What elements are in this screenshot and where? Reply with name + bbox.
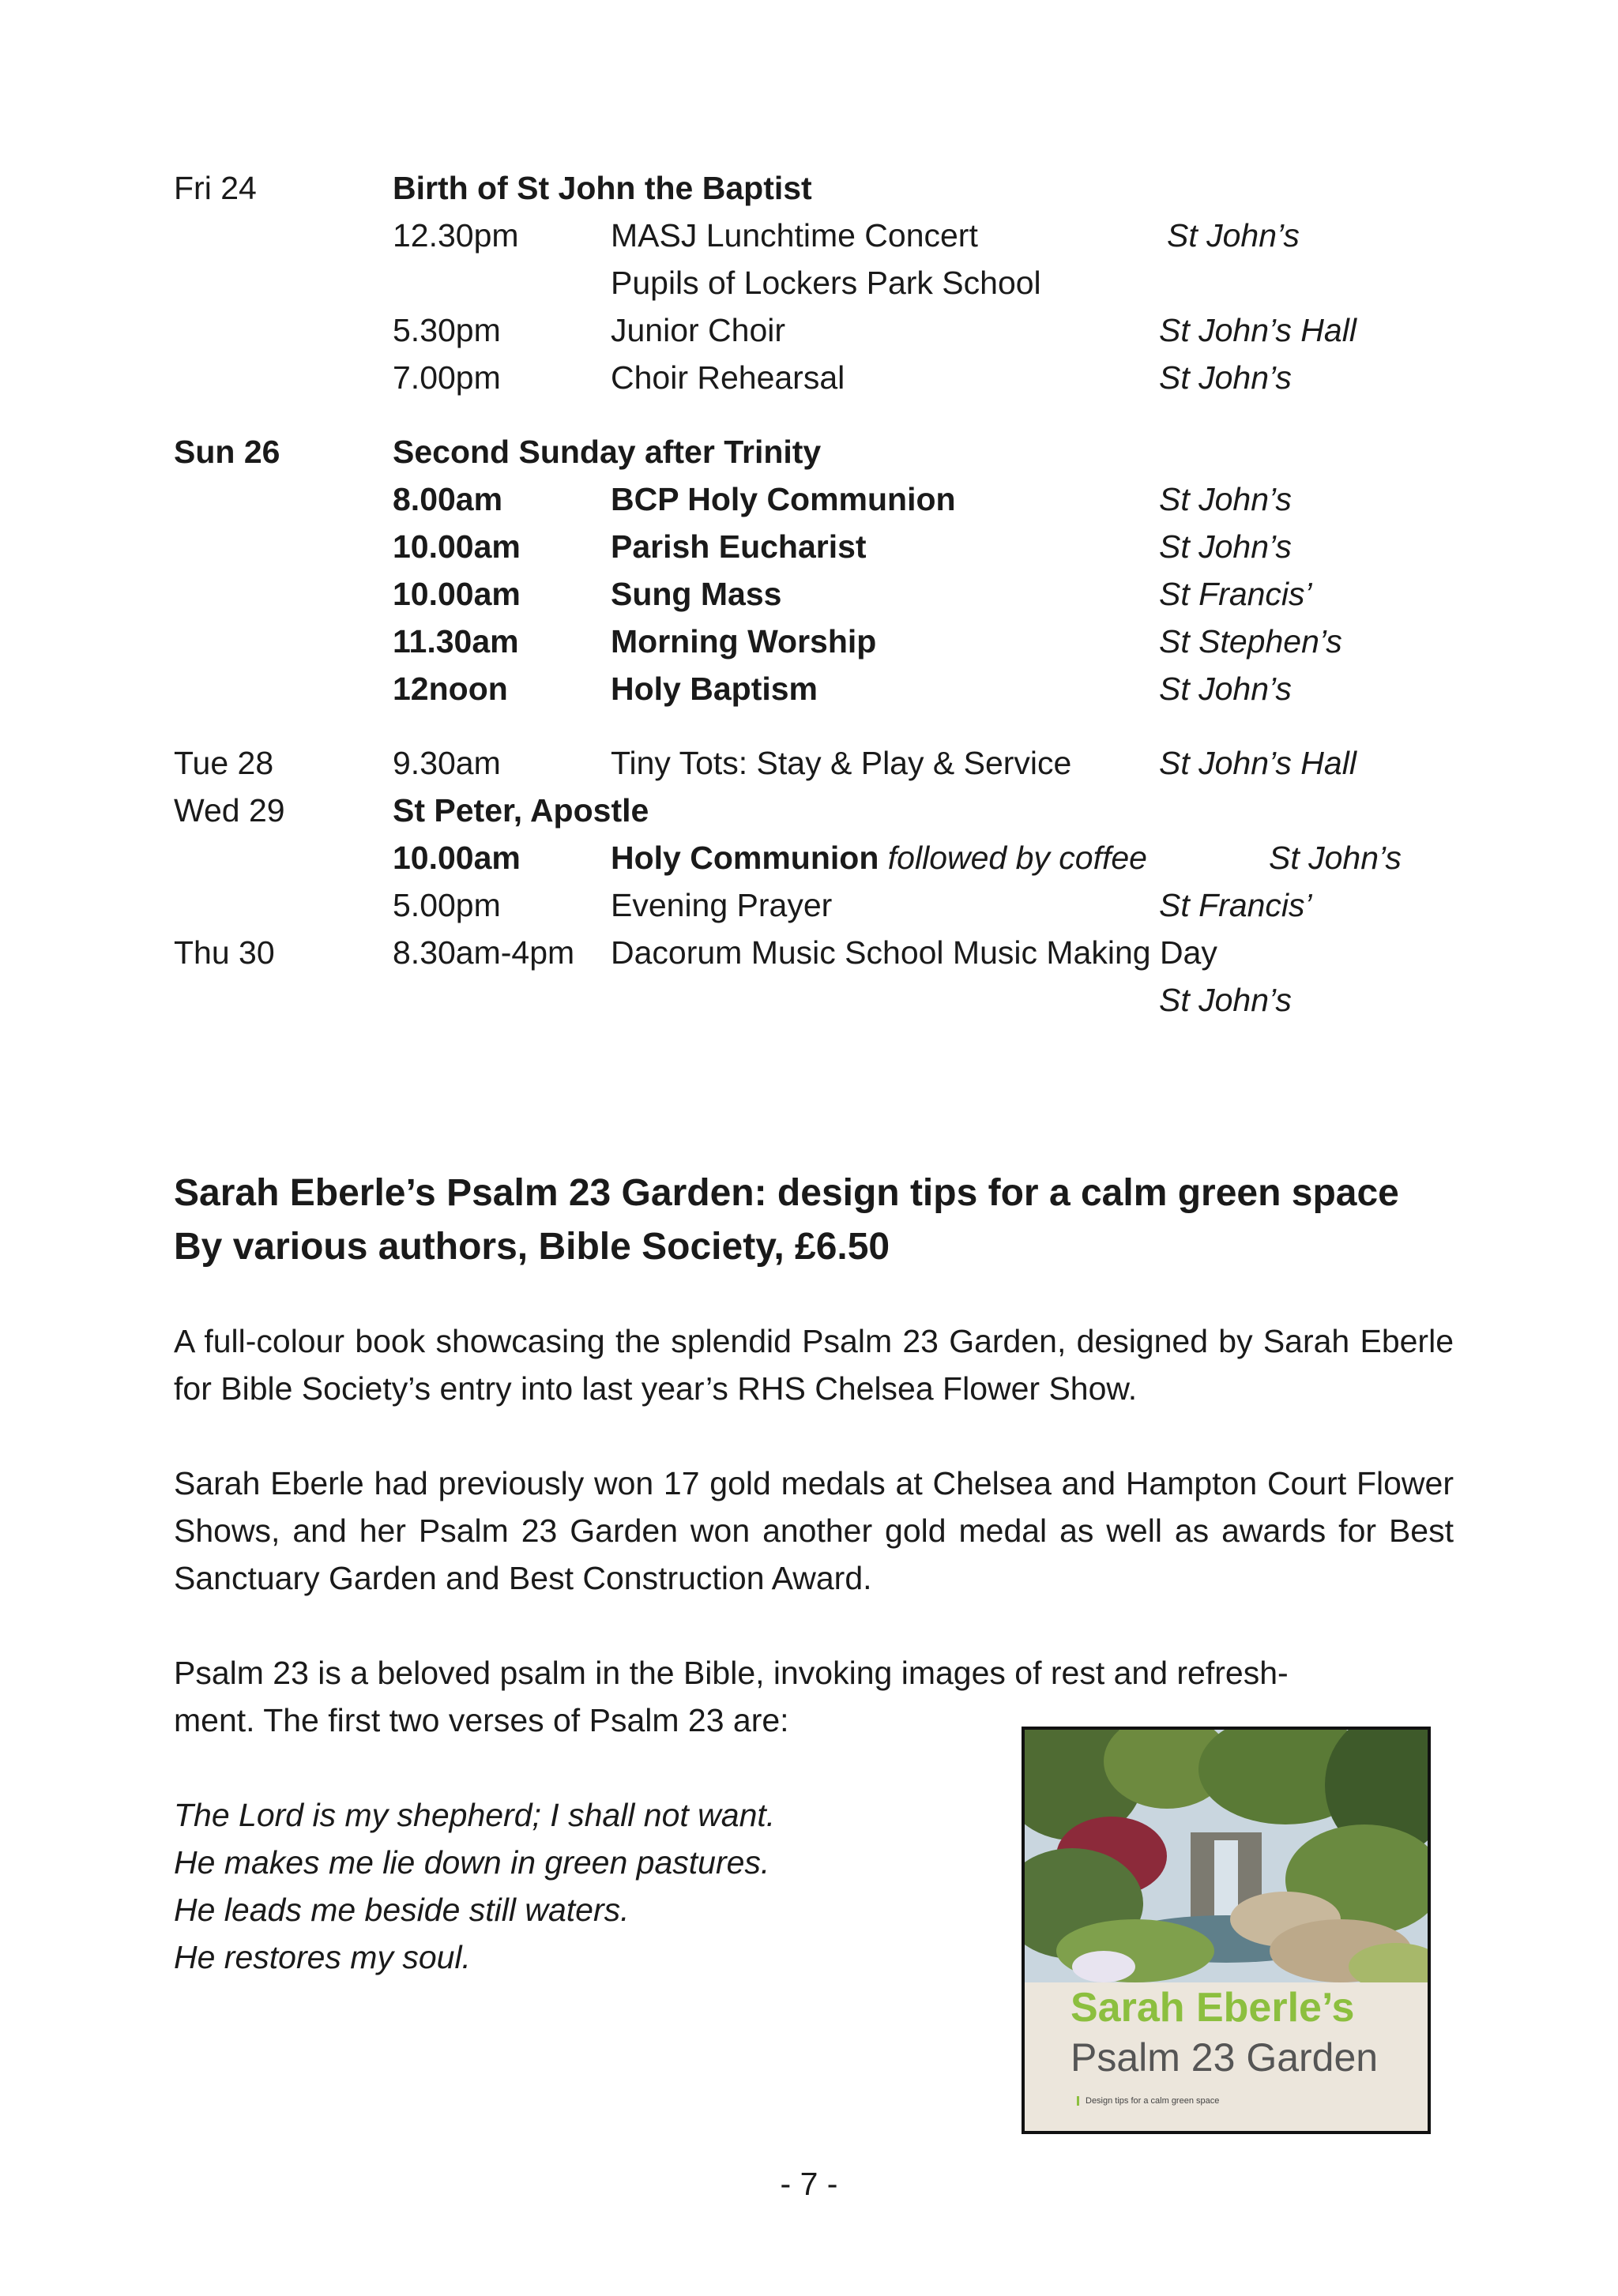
event-name: MASJ Lunchtime Concert [611,217,978,254]
paragraph-3-line-1: Psalm 23 is a beloved psalm in the Bible, invoking images of rest and refresh- [174,1655,1289,1691]
event-time: 9.30am [393,745,501,781]
event-name: Morning Worship [611,623,877,659]
book-subtitle-main: Psalm 23 Garden [1071,2035,1379,2080]
event-time: 5.00pm [393,887,501,923]
day-wed29: Wed 29 [174,792,285,829]
page-number: - 7 - [780,2166,838,2202]
event-venue: St John’s [1159,982,1292,1018]
event-name: Junior Choir [611,312,786,348]
event-venue: St John’s [1159,671,1292,707]
event-detail: Pupils of Lockers Park School [611,265,1041,301]
event-venue: St John’s [1159,481,1292,517]
event-venue: St John’s [1159,359,1292,396]
event-name: Holy Communion [611,840,879,876]
event-venue: St Stephen’s [1159,623,1342,659]
verse-line: The Lord is my shepherd; I shall not want. [174,1797,776,1833]
event-time: 7.00pm [393,359,501,396]
paragraph-3-line-2: ment. The first two verses of Psalm 23 are: [174,1702,789,1738]
feast-title: Birth of St John the Baptist [393,170,812,206]
event-venue: St John’s [1167,217,1300,254]
book-cover-image [1022,1727,1431,2134]
event-time: 5.30pm [393,312,501,348]
event-time: 12noon [393,671,508,707]
event-venue: St Francis’ [1159,576,1312,612]
event-venue: St John’s Hall [1159,745,1356,781]
event-venue: St John’s [1159,528,1292,565]
event-time: 11.30am [393,623,519,659]
event-name: Evening Prayer [611,887,833,923]
feast-title: Second Sunday after Trinity [393,434,822,470]
event-time: 10.00am [393,528,521,565]
article-title: Sarah Eberle’s Psalm 23 Garden: design tips for a calm green space [174,1172,1399,1214]
day-thu30: Thu 30 [174,934,275,971]
garden-photo [1025,1730,1428,1982]
event-venue: St Francis’ [1159,887,1312,923]
event-time: 8.00am [393,481,503,517]
event-note: followed by coffee [887,840,1147,876]
event-time: 10.00am [393,576,521,612]
paragraph-2: Sarah Eberle had previously won 17 gold medals at Chelsea and Hampton Court Flower Shows, and her Psalm 23 Garden won another gold medal as well as awards for Best Sanctuary Garden and Best Construction Award. [174,1465,1454,1596]
event-time: 10.00am [393,840,521,876]
day-fri24: Fri 24 [174,170,257,206]
event-name: Sung Mass [611,576,782,612]
event-time: 8.30am-4pm [393,934,575,971]
event-name-row [611,834,1147,881]
event-venue: St John’s [1269,840,1402,876]
book-title: Sarah Eberle’s [1071,1985,1355,2031]
verse-line: He leads me beside still waters. [174,1892,630,1928]
event-name: Dacorum Music School Music Making Day [611,934,1217,971]
day-tue28: Tue 28 [174,745,274,781]
verse-line: He makes me lie down in green pastures. [174,1844,770,1881]
event-time: 12.30pm [393,217,519,254]
paragraph-1: A full-colour book showcasing the splendid Psalm 23 Garden, designed by Sarah Eberle for Bible Society’s entry into last year’s RHS Chelsea Flower Show. [174,1323,1454,1407]
event-name: Holy Baptism [611,671,818,707]
event-name: Tiny Tots: Stay & Play & Service [611,745,1072,781]
feast-title: St Peter, Apostle [393,792,649,829]
event-venue: St John’s Hall [1159,312,1356,348]
verse-line: He restores my soul. [174,1939,471,1975]
event-name: Parish Eucharist [611,528,867,565]
article-byline: By various authors, Bible Society, £6.50 [174,1226,890,1268]
event-name: Choir Rehearsal [611,359,845,396]
day-sun26: Sun 26 [174,434,280,470]
book-tagline: Design tips for a calm green space [1077,2096,1219,2106]
event-name: BCP Holy Communion [611,481,956,517]
